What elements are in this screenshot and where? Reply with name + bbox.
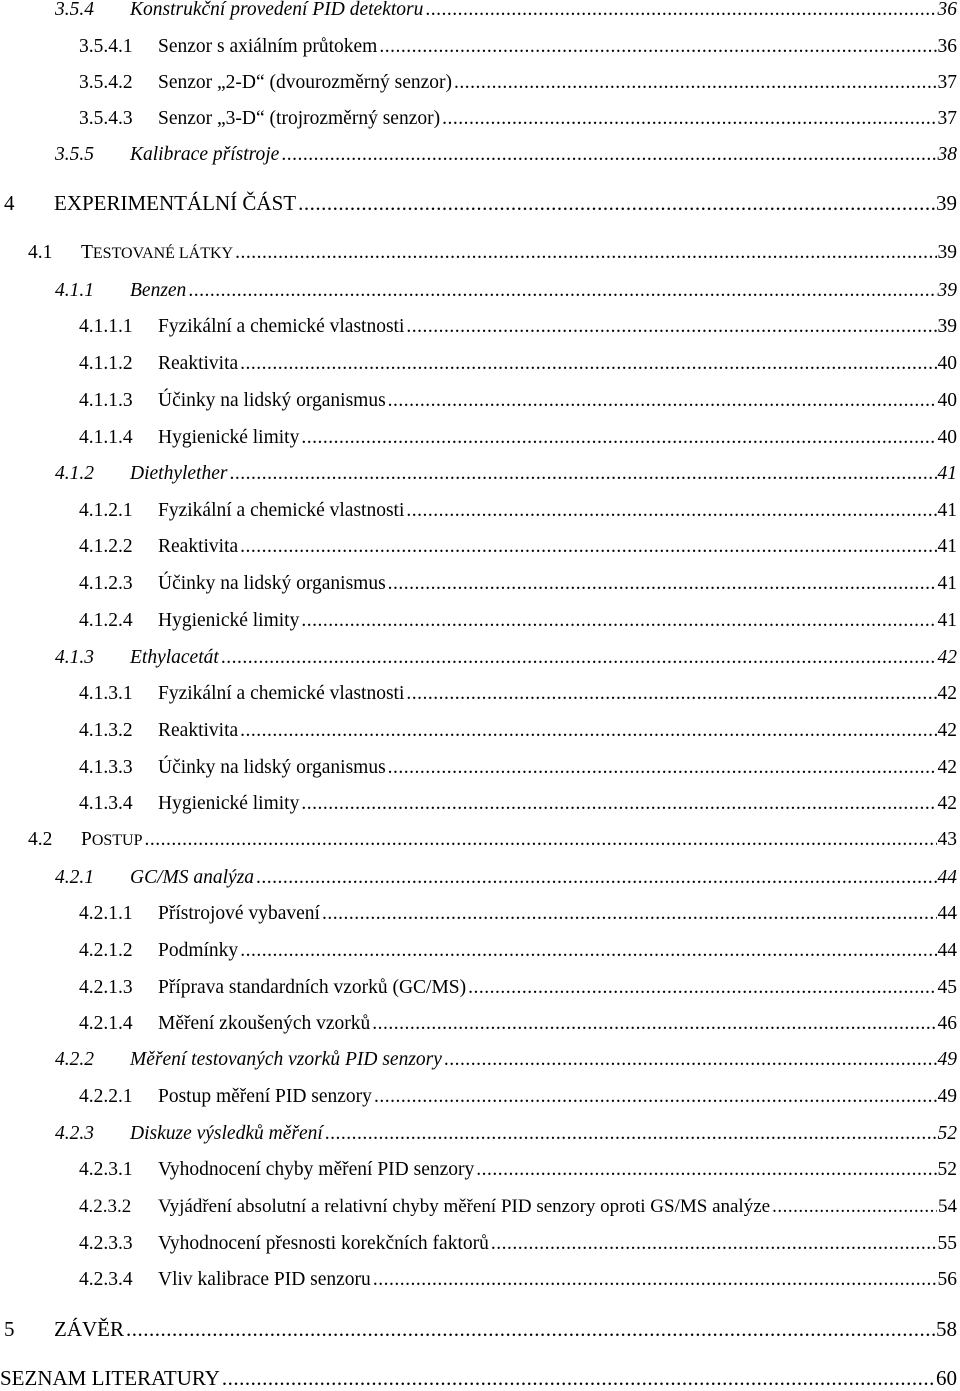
toc-page-number: 41 [937,500,957,521]
toc-title-smallcaps: OSTUP [91,832,143,849]
toc-page-number: 42 [937,720,957,741]
toc-title: Diskuze výsledků měření [130,1123,323,1144]
toc-title [81,240,233,267]
toc-title: GC/MS analýza [130,867,255,888]
toc-number: 4.1.2.4 [79,610,133,631]
toc-title: Postup měření PID senzory [158,1086,372,1107]
toc-number: 3.5.4 [55,0,94,20]
toc-title: Fyzikální a chemické vlastnosti [158,500,405,521]
toc-entry[interactable] [79,1157,957,1183]
toc-number: 4.2.1.3 [79,977,133,998]
toc-leader-dots [229,461,936,487]
toc-number: 4.1.2.2 [79,536,133,557]
toc-title: Vliv kalibrace PID senzoru [158,1269,371,1290]
toc-entry[interactable] [79,1084,957,1110]
toc-title-smallcaps: ESTOVANÉ LÁTKY [92,245,234,262]
toc-number: 4.2.3.4 [79,1269,133,1290]
toc-entry[interactable] [79,70,957,96]
toc-leader-dots [388,388,937,414]
toc-title: Vyhodnocení přesnosti korekčních faktorů [158,1233,489,1254]
toc-entry[interactable] [79,681,957,707]
toc-number: 4.2.1.1 [79,903,133,924]
toc-title: Kalibrace přístroje [130,144,280,165]
toc-leader-dots [444,1047,937,1073]
toc-page-number: 36 [937,0,957,20]
toc-entry[interactable] [55,1047,957,1073]
toc-leader-dots [491,1231,937,1257]
toc-entry[interactable] [79,34,957,60]
toc-number: 4.2.3.3 [79,1233,133,1254]
toc-leader-dots [454,70,936,96]
toc-entry[interactable] [79,106,957,132]
toc-number: 4.1.2.1 [79,500,133,521]
toc-page-number: 44 [937,903,957,924]
toc-entry[interactable] [79,901,957,927]
toc-leader-dots [374,1084,937,1110]
toc-entry[interactable] [55,461,957,487]
toc-entry[interactable] [79,755,957,781]
toc-leader-dots [406,681,936,707]
toc-leader-dots [301,425,936,451]
toc-leader-dots [442,106,936,132]
toc-number: 4.2.1.2 [79,940,133,961]
toc-leader-dots [188,278,936,304]
toc-page-number: 38 [937,144,957,165]
toc-number: 3.5.4.2 [79,72,133,93]
toc-page-number: 42 [937,757,957,778]
toc-number: 4.2.3.1 [79,1159,133,1180]
toc-leader-dots [425,0,936,23]
toc-leader-dots [322,901,937,927]
toc-title: Měření testovaných vzorků PID senzory [130,1049,442,1070]
toc-title: ZÁVĚR [54,1317,124,1341]
toc-leader-dots [240,938,936,964]
toc-leader-dots [379,34,936,60]
toc-entry[interactable] [28,240,957,266]
toc-entry[interactable] [55,0,957,23]
toc-entry[interactable] [79,388,957,414]
toc-page-number: 44 [937,867,957,888]
toc-entry[interactable] [79,498,957,524]
toc-number: 4.1.2 [55,463,94,484]
toc-title: Senzor s axiálním průtokem [158,36,378,57]
toc-entry[interactable] [79,1231,957,1257]
toc-number: 4.2.1 [55,867,94,888]
toc-leader-dots [373,1267,937,1293]
toc-leader-dots [240,534,936,560]
toc-page-number: 41 [937,536,957,557]
toc-leader-dots [145,827,937,853]
toc-title: Příprava standardních vzorků (GC/MS) [158,977,467,998]
toc-leader-dots [256,865,936,891]
toc-number: 4.1.1 [55,280,94,301]
toc-title: Hygienické limity [158,793,300,814]
toc-leader-dots [281,142,936,168]
toc-leader-dots [126,1316,935,1342]
toc-page-number: 52 [937,1159,957,1180]
toc-number: 4.1 [28,242,53,263]
toc-number: 4.2.3 [55,1123,94,1144]
toc-page-number: 39 [937,316,957,337]
toc-leader-dots [222,1365,935,1391]
toc-entry[interactable] [55,645,957,671]
toc-entry[interactable] [79,791,957,817]
toc-entry[interactable] [4,190,957,216]
toc-number: 3.5.5 [55,144,94,165]
toc-number: 4.2.1.4 [79,1013,133,1034]
toc-leader-dots [301,608,936,634]
toc-page-number: 42 [937,683,957,704]
toc-entry[interactable] [55,865,957,891]
toc-leader-dots [298,190,935,216]
toc-title: Senzor „3-D“ (trojrozměrný senzor) [158,108,441,129]
toc-number: 4.1.2.3 [79,573,133,594]
toc-number: 4.1.1.1 [79,316,133,337]
toc-title-initial: P [81,829,92,850]
toc-leader-dots [301,791,936,817]
toc-number: 4.2 [28,829,53,850]
toc-number: 4.1.3.1 [79,683,133,704]
toc-title: Hygienické limity [158,427,300,448]
toc-leader-dots [372,1011,936,1037]
toc-page-number: 36 [937,36,957,57]
toc-page-number: 41 [937,463,957,484]
toc-entry[interactable] [28,827,957,853]
toc-leader-dots [772,1194,937,1220]
toc-leader-dots [388,755,937,781]
toc-number: 4.2.2.1 [79,1086,133,1107]
toc-title: Senzor „2-D“ (dvourozměrný senzor) [158,72,453,93]
toc-leader-dots [406,314,936,340]
toc-title: Hygienické limity [158,610,300,631]
toc-title: Vyhodnocení chyby měření PID senzory [158,1159,475,1180]
toc-page-number: 39 [937,280,957,301]
toc-page-number: 60 [936,1366,957,1390]
toc-entry[interactable] [55,278,957,304]
toc-entry[interactable] [79,938,957,964]
toc-entry[interactable] [79,571,957,597]
toc-entry[interactable] [55,142,957,168]
toc-page-number: 49 [937,1086,957,1107]
toc-page-number: 40 [937,427,957,448]
toc-leader-dots [388,571,937,597]
toc-page-number: 40 [937,390,957,411]
toc-page-number: 56 [937,1269,957,1290]
toc-leader-dots [476,1157,936,1183]
toc-entry[interactable] [79,608,957,634]
toc-title: Reaktivita [158,720,239,741]
toc-title: EXPERIMENTÁLNÍ ČÁST [54,191,297,215]
toc-title-initial: T [81,242,93,263]
toc-page-number: 54 [938,1196,957,1217]
toc-entry[interactable] [79,718,957,744]
toc-title: Reaktivita [158,353,239,374]
toc-page-number: 39 [936,191,957,215]
toc-page-number: 41 [937,610,957,631]
toc-entry[interactable] [79,1267,957,1293]
toc-number: 4.1.1.4 [79,427,133,448]
toc-page-number: 37 [937,108,957,129]
toc-page-number: 46 [937,1013,957,1034]
toc-title: Účinky na lidský organismus [158,573,386,594]
toc-page-number: 37 [937,72,957,93]
toc-entry[interactable] [79,534,957,560]
toc-title: Vyjádření absolutní a relativní chyby měření PID senzory oproti GS/MS analýze [158,1196,771,1217]
toc-page-number: 40 [937,353,957,374]
toc-title: SEZNAM LITERATURY [0,1366,220,1390]
toc-title: Přístrojové vybavení [158,903,320,924]
toc-entry[interactable] [55,1121,957,1147]
toc-page-number: 49 [937,1049,957,1070]
toc-title: Fyzikální a chemické vlastnosti [158,316,405,337]
toc-title: Reaktivita [158,536,239,557]
toc-number: 3.5.4.3 [79,108,133,129]
toc-number: 4.1.1.2 [79,353,133,374]
toc-page-number: 55 [937,1233,957,1254]
toc-title: Podmínky [158,940,239,961]
toc-leader-dots [406,498,936,524]
toc-title: Ethylacetát [130,647,219,668]
toc-title: Benzen [130,280,187,301]
toc-title: Účinky na lidský organismus [158,757,386,778]
toc-entry[interactable] [79,425,957,451]
toc-page-number: 58 [936,1317,957,1341]
toc-page-number: 43 [937,829,957,850]
toc-page-number: 45 [937,977,957,998]
toc-entry[interactable] [79,314,957,340]
toc-title: Měření zkoušených vzorků [158,1013,371,1034]
toc-number: 4.1.3 [55,647,94,668]
toc-page-number: 41 [937,573,957,594]
toc-title: Účinky na lidský organismus [158,390,386,411]
toc-entry[interactable] [4,1316,957,1342]
toc-page-number: 42 [937,647,957,668]
toc-number: 4.1.1.3 [79,390,133,411]
toc-leader-dots [235,240,936,266]
toc-entry[interactable] [79,1011,957,1037]
toc-number: 4.2.2 [55,1049,94,1070]
toc-page-number: 52 [937,1123,957,1144]
toc-page-number: 39 [937,242,957,263]
toc-number: 5 [4,1317,15,1341]
toc-title: Diethylether [130,463,228,484]
toc-leader-dots [240,351,936,377]
toc-entry[interactable] [79,975,957,1001]
toc-title [81,827,143,854]
toc-number: 4.1.3.4 [79,793,133,814]
toc-title: Konstrukční provedení PID detektoru [130,0,424,20]
toc-leader-dots [468,975,936,1001]
toc-leader-dots [240,718,936,744]
toc-leader-dots [221,645,937,671]
toc-number: 4.1.3.3 [79,757,133,778]
toc-number: 4 [4,191,15,215]
toc-title: Fyzikální a chemické vlastnosti [158,683,405,704]
toc-entry[interactable] [79,351,957,377]
toc-page-number: 42 [937,793,957,814]
toc-entry[interactable] [0,1365,957,1391]
toc-number: 3.5.4.1 [79,36,133,57]
toc-number: 4.2.3.2 [79,1196,132,1217]
toc-page-number: 44 [937,940,957,961]
toc-number: 4.1.3.2 [79,720,133,741]
toc-leader-dots [325,1121,937,1147]
toc-entry[interactable] [79,1194,957,1220]
